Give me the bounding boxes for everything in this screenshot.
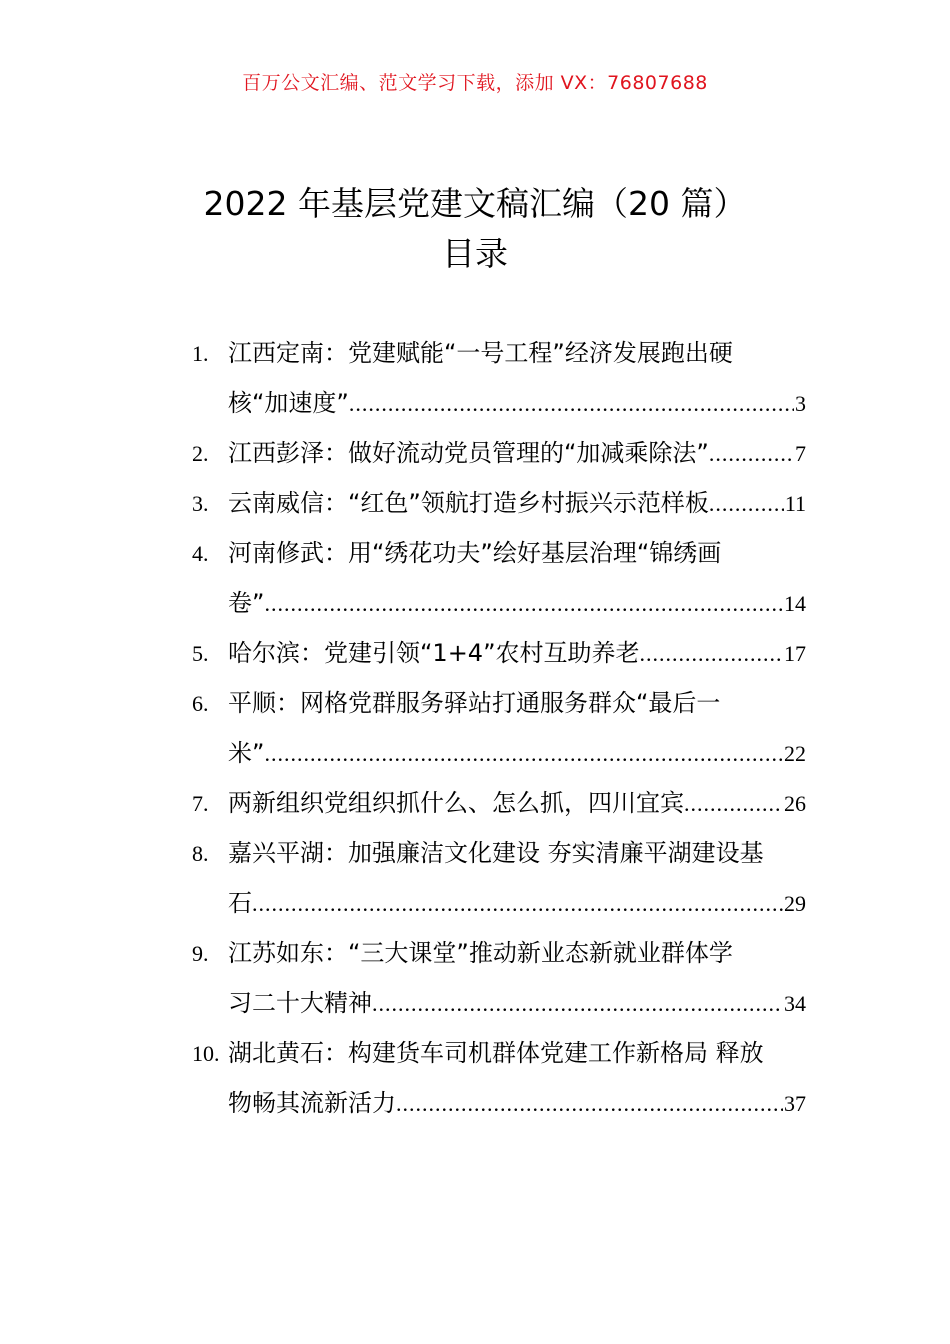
toc-entry-title: 河南修武：用“绣花功夫”绘好基层治理“锦绣画	[228, 539, 722, 567]
toc-entry-number: 8.	[192, 841, 209, 866]
toc-leader-dots	[684, 779, 783, 829]
toc-entry-line	[192, 628, 806, 678]
toc-entry[interactable]	[192, 628, 806, 678]
toc-page-number: 37	[784, 1091, 806, 1116]
toc-entry-number: 9.	[192, 941, 209, 966]
toc-entry-number: 6.	[192, 691, 209, 716]
toc-entry-line	[192, 428, 806, 478]
toc-page-number: 11	[784, 491, 806, 516]
toc-entry[interactable]	[192, 1028, 806, 1128]
toc-entry-title: 两新组织党组织抓什么、怎么抓，四川宜宾	[228, 789, 684, 817]
toc-entry-line	[192, 578, 806, 628]
toc-page-number: 7	[795, 441, 806, 466]
toc-leader-dots	[709, 429, 794, 479]
toc-page-number: 3	[795, 391, 806, 416]
toc-leader-dots	[264, 729, 783, 779]
toc-entry[interactable]	[192, 428, 806, 478]
toc-entry-line	[192, 728, 806, 778]
toc-entry-title: 哈尔滨：党建引领“1+4”农村互助养老	[228, 639, 640, 667]
toc-entry[interactable]	[192, 828, 806, 928]
toc-leader-dots	[372, 979, 783, 1029]
toc-entry[interactable]	[192, 478, 806, 528]
toc-entry[interactable]	[192, 778, 806, 828]
toc-entry-title-continued: 习二十大精神	[228, 989, 372, 1017]
toc-entry[interactable]	[192, 928, 806, 1028]
toc-entry-title: 江西定南：党建赋能“一号工程”经济发展跑出硬	[228, 339, 733, 367]
toc-entry-title: 江西彭泽：做好流动党员管理的“加减乘除法”	[228, 439, 709, 467]
toc-page-number: 22	[784, 741, 806, 766]
toc-entry-number: 3.	[192, 491, 209, 516]
toc-entry-title-continued: 卷”	[228, 589, 265, 617]
toc-leader-dots	[709, 479, 784, 529]
toc-page-number: 29	[784, 891, 806, 916]
toc-entry-line	[192, 1078, 806, 1128]
toc-entry-line	[192, 478, 806, 528]
toc-entry-title-continued: 物畅其流新活力	[228, 1089, 396, 1117]
toc-entry[interactable]	[192, 328, 806, 428]
toc-entry-title: 平顺：网格党群服务驿站打通服务群众“最后一	[228, 689, 721, 717]
table-of-contents	[192, 328, 806, 1128]
toc-leader-dots	[252, 879, 783, 929]
toc-entry-title: 湖北黄石：构建货车司机群体党建工作新格局 释放	[228, 1039, 764, 1067]
toc-page-number: 34	[784, 991, 806, 1016]
toc-entry-number: 7.	[192, 791, 209, 816]
toc-leader-dots	[640, 629, 783, 679]
toc-entry-line	[192, 678, 806, 728]
toc-page-number: 14	[784, 591, 806, 616]
toc-entry-title: 嘉兴平湖：加强廉洁文化建设 夯实清廉平湖建设基	[228, 839, 764, 867]
toc-entry-line	[192, 828, 806, 878]
toc-entry-line	[192, 528, 806, 578]
toc-entry-number: 10.	[192, 1041, 220, 1066]
toc-entry-line	[192, 928, 806, 978]
toc-entry-title-continued: 石	[228, 889, 252, 917]
toc-entry-title: 江苏如东：“三大课堂”推动新业态新就业群体学	[228, 939, 733, 967]
toc-leader-dots	[396, 1079, 783, 1129]
toc-heading: 目录	[442, 234, 508, 273]
toc-entry-number: 5.	[192, 641, 209, 666]
toc-entry-line	[192, 378, 806, 428]
header-watermark-note: 百万公文汇编、范文学习下载，添加 VX：76807688	[242, 72, 708, 94]
toc-entry-line	[192, 1028, 806, 1078]
toc-entry-line	[192, 778, 806, 828]
toc-entry-title-continued: 核“加速度”	[228, 389, 349, 417]
document-title: 2022 年基层党建文稿汇编（20 篇）	[203, 184, 747, 223]
toc-entry-title: 云南威信：“红色”领航打造乡村振兴示范样板	[228, 489, 709, 517]
toc-entry-line	[192, 978, 806, 1028]
toc-entry-number: 2.	[192, 441, 209, 466]
toc-entry-title-continued: 米”	[228, 739, 265, 767]
toc-entry-line	[192, 878, 806, 928]
toc-page-number: 26	[784, 791, 806, 816]
toc-entry-line	[192, 328, 806, 378]
toc-leader-dots	[264, 579, 783, 629]
toc-entry[interactable]	[192, 678, 806, 778]
toc-leader-dots	[349, 379, 794, 429]
toc-entry[interactable]	[192, 528, 806, 628]
toc-entry-number: 1.	[192, 341, 209, 366]
toc-page-number: 17	[784, 641, 806, 666]
toc-entry-number: 4.	[192, 541, 209, 566]
